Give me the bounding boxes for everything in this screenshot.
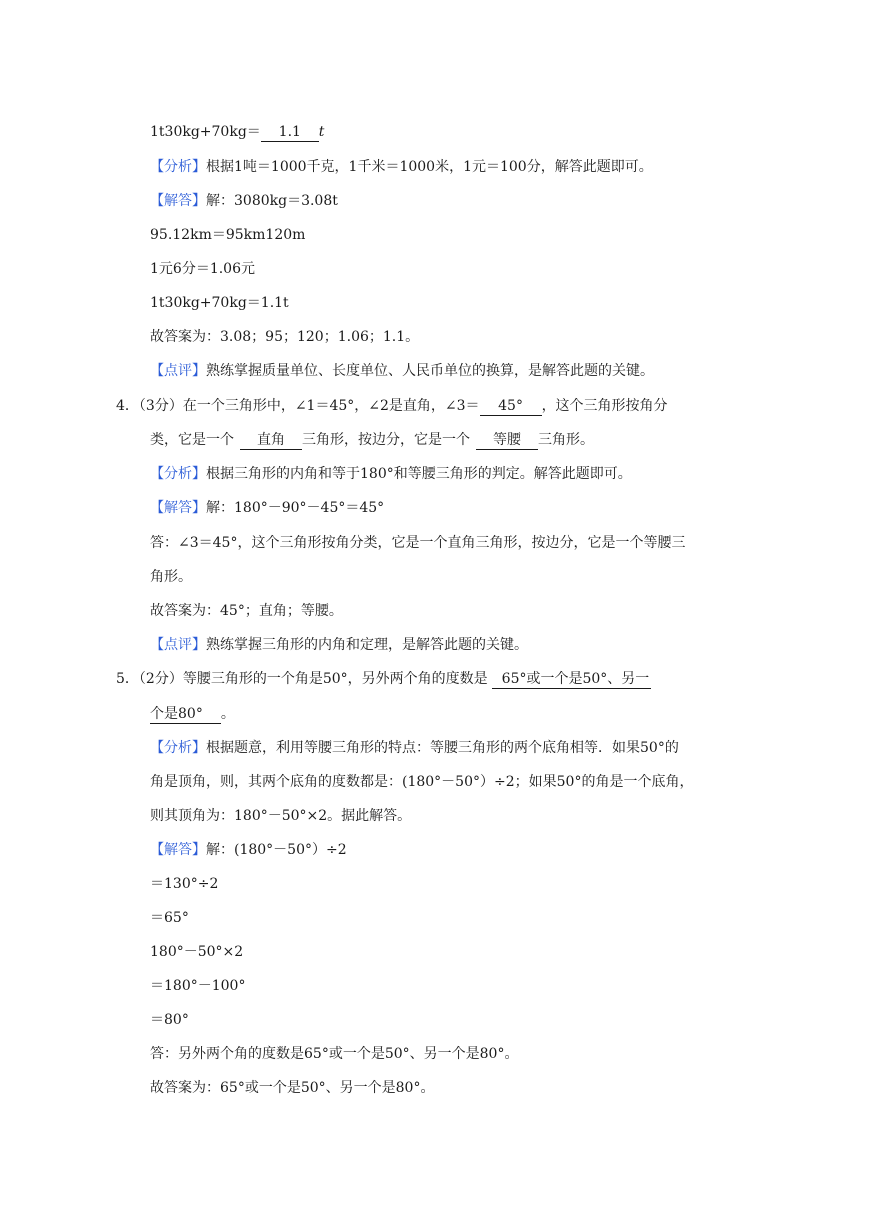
solution-text: 解：3080kg＝3.08t (206, 193, 338, 209)
q4-answer-line: 答：∠3＝45°，这个三角形按角分类，它是一个直角三角形，按边分，它是一个等腰三 (150, 535, 686, 551)
q5-step: ＝65° (150, 910, 189, 926)
q4-blank-1: 45° (480, 398, 542, 416)
q5-analysis (150, 738, 679, 758)
q3-step: 1t30kg+70kg＝1.1t (150, 295, 289, 311)
q4-stem: 三角形，按边分，它是一个 (302, 432, 470, 448)
q5-analysis-line: 则其顶角为：180°－50°×2。据此解答。 (150, 808, 412, 824)
q4-stem: ，这个三角形按角分 (541, 398, 668, 414)
q5-answer: 故答案为：65°或一个是50°、另一个是80°。 (150, 1080, 435, 1096)
comment-text: 熟练掌握质量单位、长度单位、人民币单位的换算，是解答此题的关键。 (206, 363, 654, 379)
q4-stem: 类，它是一个 (150, 432, 234, 448)
analysis-tag: 【分析】 (150, 159, 206, 175)
analysis-text: 根据1吨＝1000千克，1千米＝1000米，1元＝100分，解答此题即可。 (206, 159, 653, 175)
solution-tag: 【解答】 (150, 500, 206, 516)
analysis-tag: 【分析】 (150, 740, 206, 756)
q3-analysis (150, 157, 653, 177)
solution-text: 解：180°－90°－45°＝45° (206, 500, 385, 516)
q4-comment (150, 635, 528, 655)
q5-analysis-line: 角是顶角，则，其两个底角的度数都是：(180°－50°）÷2；如果50°的角是一个底角， (150, 774, 694, 790)
q5-answer-line: 答：另外两个角的度数是65°或一个是50°、另一个是80°。 (150, 1046, 519, 1062)
q3-comment (150, 361, 654, 381)
q3-line-last (150, 122, 324, 142)
solution-tag: 【解答】 (150, 842, 206, 858)
q4-solution (150, 498, 384, 518)
q4-answer-line: 角形。 (150, 569, 192, 585)
q5-stem: 。 (220, 706, 235, 722)
q5-blank-part2: 个是80° (150, 706, 221, 724)
q3-step: 95.12km＝95km120m (150, 227, 306, 243)
q5-step: ＝130°÷2 (150, 876, 219, 892)
q4-stem: （3分）在一个三角形中，∠1＝45°，∠2是直角，∠3＝ (138, 398, 480, 414)
q3-unit: t (318, 124, 325, 140)
q5-number: 5． (116, 671, 139, 687)
q3-step: 1元6分＝1.06元 (150, 261, 255, 277)
q4-answer: 故答案为：45°；直角；等腰。 (150, 603, 343, 619)
q4-stem: 三角形。 (538, 432, 594, 448)
analysis-tag: 【分析】 (150, 466, 206, 482)
comment-text: 熟练掌握三角形的内角和定理，是解答此题的关键。 (206, 637, 528, 653)
q3-answer-blank: 1.1 (261, 124, 319, 142)
q4-number: 4． (116, 398, 139, 414)
comment-tag: 【点评】 (150, 637, 206, 653)
q5-blank-part1: 65°或一个是50°、另一 (492, 671, 652, 689)
q3-solution (150, 191, 338, 211)
solution-tag: 【解答】 (150, 193, 206, 209)
q5-step: ＝180°－100° (150, 978, 246, 994)
q4-blank-3: 等腰 (476, 432, 538, 450)
q5-line2 (150, 704, 235, 724)
q4-blank-2: 直角 (240, 432, 302, 450)
q4-line2 (150, 430, 594, 450)
q5-solution (150, 840, 347, 860)
q4-analysis (150, 464, 632, 484)
q5-line1 (116, 669, 651, 689)
q3-answer: 故答案为：3.08；95；120；1.06；1.1。 (150, 329, 420, 345)
q5-step: ＝80° (150, 1012, 189, 1028)
analysis-text: 根据三角形的内角和等于180°和等腰三角形的判定。解答此题即可。 (206, 466, 632, 482)
q5-stem: （2分）等腰三角形的一个角是50°，另外两个角的度数是 (138, 671, 488, 687)
q3-lhs: 1t30kg+70kg＝ (150, 124, 261, 140)
q4-line1 (116, 396, 668, 416)
q5-step: 180°－50°×2 (150, 944, 244, 960)
comment-tag: 【点评】 (150, 363, 206, 379)
solution-text: 解：(180°－50°）÷2 (206, 842, 347, 858)
analysis-text: 根据题意，利用等腰三角形的特点：等腰三角形的两个底角相等．如果50°的 (206, 740, 679, 756)
